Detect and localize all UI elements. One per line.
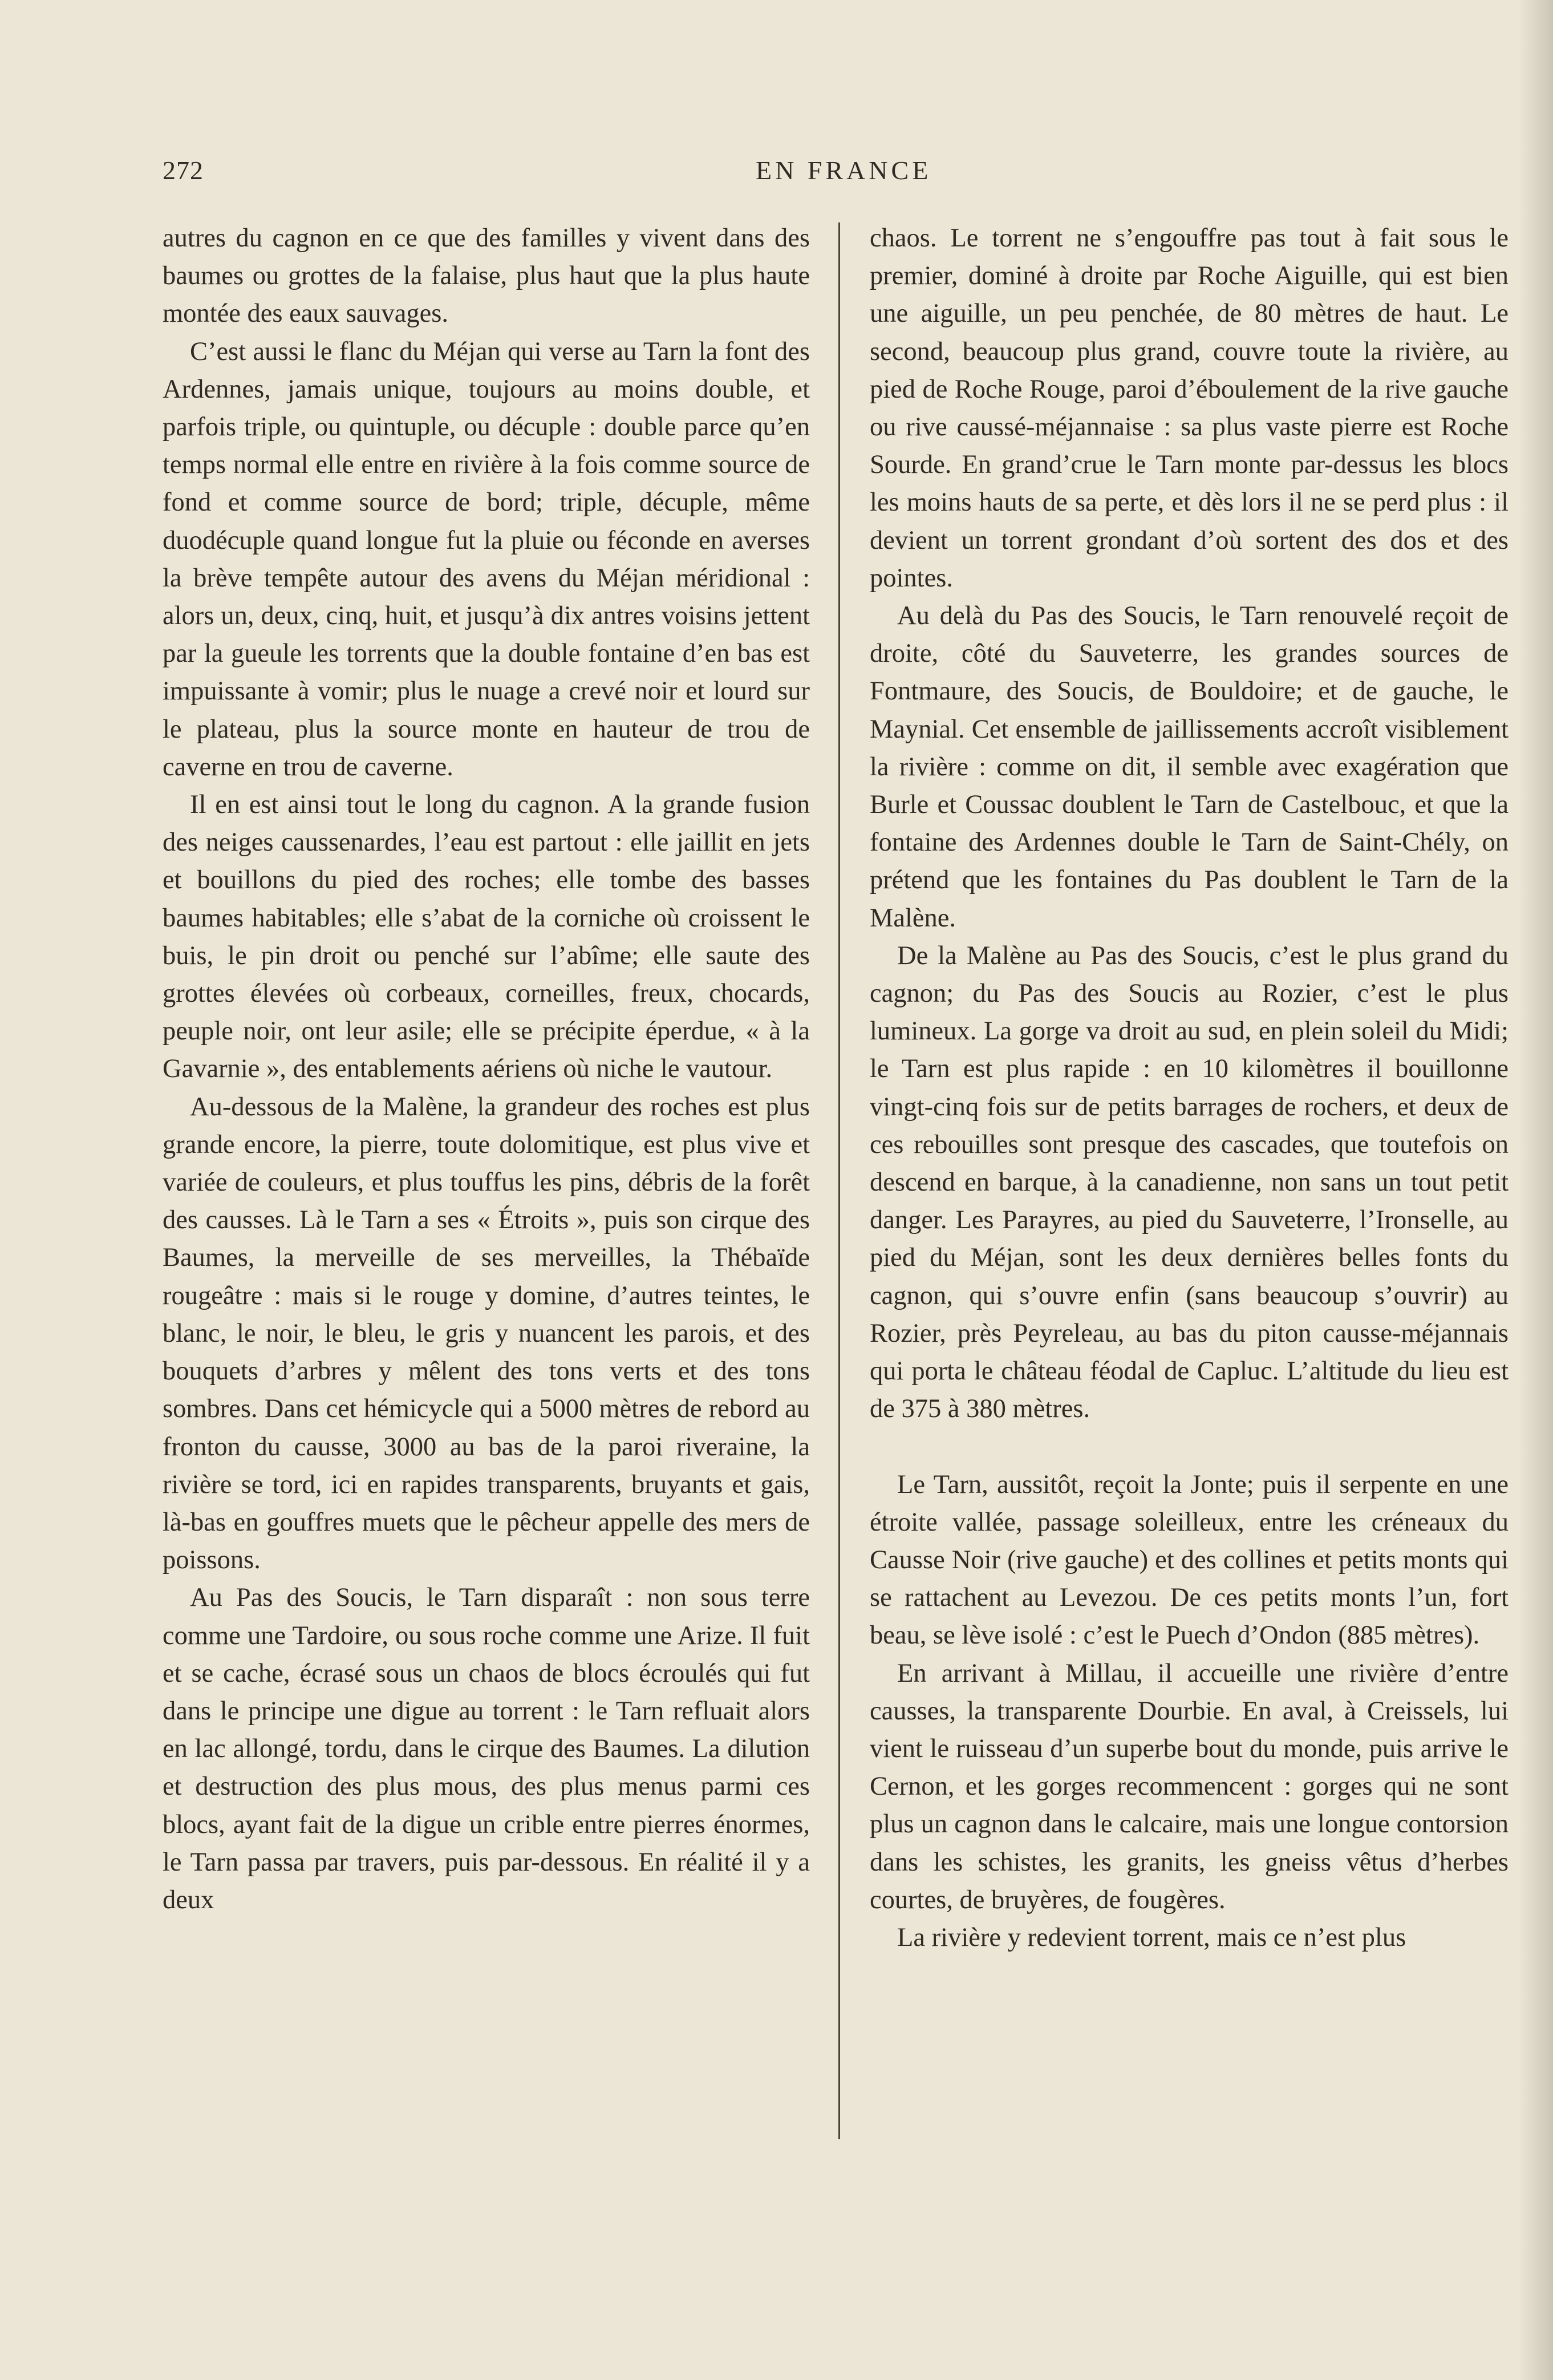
page-edge-shadow <box>1519 0 1553 2380</box>
paragraph: Il en est ainsi tout le long du cagnon. A la grande fusion des neiges caussenardes, l’eau est partout : elle jaillit en jets et bouillons du pied des roches; elle tombe des basses baumes habitables; elle s’abat de la corniche où croissent le buis, le pin droit ou penché sur l’abîme; elle saute des grottes élevées où corbeaux, corneilles, freux, chocards, peuple noir, ont leur asile; elle se précipite éperdue, « à la Gavarnie », des entablements aériens où niche le vautour. <box>163 790 810 1084</box>
running-title: EN FRANCE <box>756 156 932 185</box>
left-column <box>163 220 810 1919</box>
paragraph: Au-dessous de la Malène, la grandeur des roches est plus grande encore, la pierre, toute dolomitique, est plus vive et variée de couleurs, et plus touffus les pins, débris de la forêt des causses. Là le Tarn a ses « Étroits », puis son cirque des Baumes, la merveille de ses merveilles, la Thébaïde rougeâtre : mais si le rouge y domine, d’autres teintes, le blanc, le noir, le bleu, le gris y nuancent les parois, et des bouquets d’arbres y mêlent des tons verts et des tons sombres. Dans cet hémicycle qui a 5000 mètres de rebord au fronton du causse, 3000 au bas de la paroi riveraine, la rivière se tord, ici en rapides transparents, bruyants et gais, là-bas en gouffres muets que le pêcheur appelle des mers de poissons. <box>163 1092 810 1575</box>
column-divider <box>838 222 840 2139</box>
paragraph: Le Tarn, aussitôt, reçoit la Jonte; puis il serpente en une étroite vallée, passage soleilleux, entre les créneaux du Causse Noir (rive gauche) et des collines et petits monts qui se rattachent au Levezou. De ces petits monts l’un, fort beau, se lève isolé : c’est le Puech d’Ondon (885 mètres). <box>870 1470 1509 1650</box>
page-number: 272 <box>163 156 204 185</box>
page-header <box>163 155 1497 195</box>
paragraph: autres du cagnon en ce que des familles y vivent dans des baumes ou grottes de la falaise, plus haut que la plus haute montée des eaux sauvages. <box>163 224 810 329</box>
paragraph: Au delà du Pas des Soucis, le Tarn renouvelé reçoit de droite, côté du Sauveterre, les grandes sources de Fontmaure, des Soucis, de Bouldoire; et de gauche, le Maynial. Cet ensemble de jaillissements accroît visiblement la rivière : comme on dit, il semble avec exagération que Burle et Coussac doublent le Tarn de Castelbouc, et que la fontaine des Ardennes double le Tarn de Saint-Chély, on prétend que les fontaines du Pas doublent le Tarn de la Malène. <box>870 601 1509 933</box>
paragraph: Au Pas des Soucis, le Tarn disparaît : non sous terre comme une Tardoire, ou sous roche comme une Arize. Il fuit et se cache, écrasé sous un chaos de blocs écroulés qui fut dans le principe une digue au torrent : le Tarn refluait alors en lac allongé, tordu, dans le cirque des Baumes. La dilution et destruction des plus mous, des plus menus parmi ces blocs, ayant fait de la digue un crible entre pierres énormes, le Tarn passa par travers, puis par-dessous. En réalité il y a deux <box>163 1583 810 1914</box>
paragraph: C’est aussi le flanc du Méjan qui verse au Tarn la font des Ardennes, jamais unique, toujours au moins double, et parfois triple, ou quintuple, ou décuple : double parce qu’en temps normal elle entre en rivière à la fois comme source de fond et comme source de bord; triple, décuple, même duodécuple quand longue fut la pluie ou féconde en averses la brève tempête autour des avens du Méjan méridional : alors un, deux, cinq, huit, et jusqu’à dix antres voisins jettent par la gueule les torrents que la double fontaine d’en bas est impuissante à vomir; plus le nuage a crevé noir et lourd sur le plateau, plus la source monte en hauteur de trou de caverne en trou de caverne. <box>163 337 810 782</box>
paragraph: La rivière y redevient torrent, mais ce n’est plus <box>897 1922 1406 1952</box>
paragraph: chaos. Le torrent ne s’engouffre pas tout à fait sous le premier, dominé à droite par Roche Aiguille, qui est bien une aiguille, un peu penchée, de 80 mètres de haut. Le second, beaucoup plus grand, couvre toute la rivière, au pied de Roche Rouge, paroi d’éboulement de la rive gauche ou rive caussé-méjannaise : sa plus vaste pierre est Roche Sourde. En grand’crue le Tarn monte par-dessus les blocs les moins hauts de sa perte, et dès lors il ne se perd plus : il devient un torrent grondant d’où sortent des dos et des pointes. <box>870 224 1509 593</box>
right-column <box>870 220 1509 1957</box>
paragraph: En arrivant à Millau, il accueille une rivière d’entre causses, la transparente Dourbie. En aval, à Creissels, lui vient le ruisseau d’un superbe bout du monde, puis arrive le Cernon, et les gorges recommencent : gorges qui ne sont plus un cagnon dans le calcaire, mais une longue contorsion dans les schistes, les granits, les gneiss vêtus d’herbes courtes, de bruyères, de fougères. <box>870 1658 1509 1914</box>
paragraph: De la Malène au Pas des Soucis, c’est le plus grand du cagnon; du Pas des Soucis au Rozier, c’est le plus lumineux. La gorge va droit au sud, en plein soleil du Midi; le Tarn est plus rapide : en 10 kilomètres il bouillonne vingt-cinq fois sur de petits barrages de rochers, et deux de ces rebouilles sont presque des cascades, que toutefois on descend en barque, à la canadienne, non sans un tout petit danger. Les Parayres, au pied du Sauveterre, l’Ironselle, au pied du Méjan, sont les deux dernières belles fonts du cagnon, qui s’ouvre enfin (sans beaucoup s’ouvrir) au Rozier, près Peyreleau, au bas du piton causse-méjannais qui porta le château féodal de Capluc. L’altitude du lieu est de 375 à 380 mètres. <box>870 941 1509 1424</box>
